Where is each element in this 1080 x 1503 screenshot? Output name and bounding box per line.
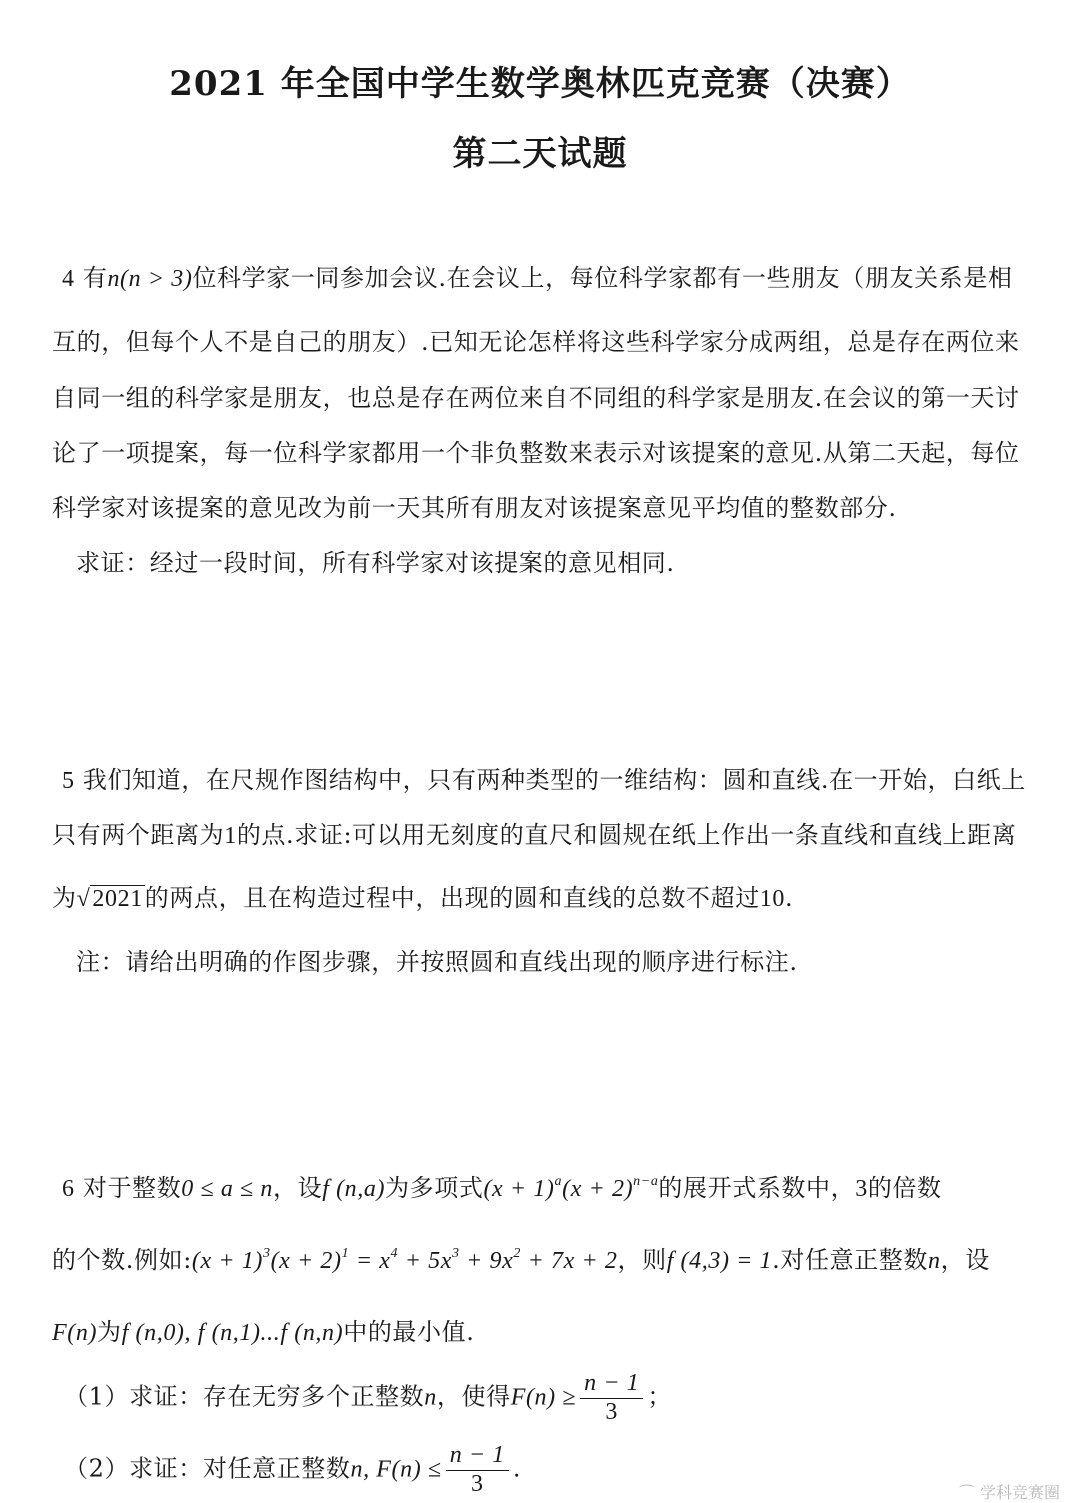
problem-6-text: 为 [97,1318,122,1346]
math-f-list: f (n,0), f (n,1)...f (n,n) [121,1320,344,1346]
problem-5-text: 的点.求证:可以用无刻度的直尺和圆规在纸上作出一条直线和直线上距离 [236,821,1017,849]
exponent: 3 [262,1246,271,1261]
problem-6-text: 的个数.例如: [52,1246,192,1274]
exponent: 4 [390,1246,399,1261]
part-1-text: ，使得 [436,1382,511,1411]
problem-6-line-3 [52,1312,1020,1347]
part-2-text: （2）求证：对任意正整数 [64,1454,351,1483]
math-Fn-le: n, F(n) ≤ [350,1456,442,1483]
problem-5-line-3 [52,878,1020,913]
problem-6-part-1 [64,1370,1032,1426]
problem-6-text: 的展开式系数中， [658,1174,856,1202]
title-main: 2021 年全国中学生数学奥林匹克竞赛（决赛） [169,64,911,104]
poly-factor-1: (x + 1) [483,1176,555,1202]
denominator: 3 [605,1398,619,1425]
radicand: 2021 [92,886,143,912]
expr-part: = x [349,1248,391,1274]
problem-6-text: 对于整数 [82,1174,182,1202]
problem-5-text: 为 [52,884,77,912]
fraction [446,1442,509,1498]
math-Fn: F(n) [52,1320,98,1346]
problem-5-note: 注：请给出明确的作图步骤，并按照圆和直线出现的顺序进行标注. [76,948,798,976]
problem-5-number: 5 [62,768,75,794]
fraction [580,1370,643,1426]
problem-5-text: 我们知道，在尺规作图结构中，只有两种类型的一维结构：圆和直线.在一开始，白纸上 [82,766,1026,794]
period: . [512,1454,522,1483]
problem-6-line-1 [62,1168,1030,1203]
sqrt-2021: √2021 [76,886,143,912]
problem-6-text: 中的最小值. [343,1318,475,1346]
problem-6-text: ，设 [273,1174,323,1202]
math-ten: 10 [759,886,785,912]
problem-5-line-1 [62,760,1030,795]
problem-6-text: 的倍数 [867,1174,942,1202]
watermark: ⌒ 学科竞赛圈 [958,1483,1060,1502]
math-three: 3 [855,1176,868,1202]
exponent: 1 [341,1246,350,1261]
numerator: n − 1 [446,1442,509,1471]
numerator: n − 1 [580,1370,643,1399]
problem-4-number: 4 [62,266,75,292]
problem-6-text: ，设 [940,1246,990,1274]
problem-6-line-2 [52,1240,1020,1275]
math-n-condition: n(n > 3) [107,266,193,292]
problem-4-line-4: 论了一项提案，每一位科学家都用一个非负整数来表示对该提案的意见.从第二天起，每位 [52,439,1020,467]
math-f-na: f (n,a) [322,1176,386,1202]
problem-4-text: 位科学家一同参加会议.在会议上，每位科学家都有一些朋友（朋友关系是相 [192,264,1013,292]
math-f43: f (4,3) = 1 [666,1248,773,1274]
math-one: 1 [224,823,237,849]
math-Fn-ge: F(n) ≥ [510,1384,577,1411]
expr-part: (x + 2) [270,1248,342,1274]
problem-5-text: 的两点，且在构造过程中，出现的圆和直线的总数不超过 [144,884,760,912]
problem-4-line-2: 互的，但每个人不是自己的朋友）.已知无论怎样将这些科学家分成两组，总是存在两位来 [52,328,1020,356]
exponent: 2 [513,1246,522,1261]
poly-factor-2: (x + 2) [562,1176,634,1202]
problem-4-line-1 [62,258,1030,293]
math-range: 0 ≤ a ≤ n [181,1176,273,1202]
problem-6-number: 6 [62,1176,75,1202]
expr-part: + 7x + 2 [521,1248,618,1274]
problem-6-text: .对任意正整数 [772,1246,928,1274]
exponent: 3 [451,1246,460,1261]
expr-part: (x + 1) [191,1248,263,1274]
math-n: n [927,1248,941,1274]
title-sub: 第二天试题 [452,134,628,174]
denominator: 3 [470,1470,484,1497]
math-n: n [424,1384,437,1411]
semicolon: ； [647,1382,672,1411]
exponent: n−a [633,1174,659,1189]
expr-part: + 5x [398,1248,452,1274]
math-poly [483,1176,658,1202]
problem-4-text: 有 [82,264,108,292]
problem-6-text: ，则 [617,1246,667,1274]
period: . [785,884,794,912]
problem-6-part-2 [64,1442,1032,1498]
problem-4-line-3: 自同一组的科学家是朋友，也总是存在两位来自不同组的科学家是朋友.在会议的第一天讨 [52,384,1020,412]
problem-5-line-2 [52,815,1020,850]
part-1-text: （1）求证：存在无穷多个正整数 [64,1382,425,1411]
problem-6-text: 为多项式 [385,1174,484,1202]
problem-5-text: 只有两个距离为 [52,821,225,849]
expr-part: + 9x [459,1248,514,1274]
problem-4-claim: 求证：经过一段时间，所有科学家对该提案的意见相同. [76,549,675,577]
math-example [192,1248,618,1274]
problem-4-line-5: 科学家对该提案的意见改为前一天其所有朋友对该提案意见平均值的整数部分. [52,494,897,522]
exponent: a [554,1174,563,1189]
